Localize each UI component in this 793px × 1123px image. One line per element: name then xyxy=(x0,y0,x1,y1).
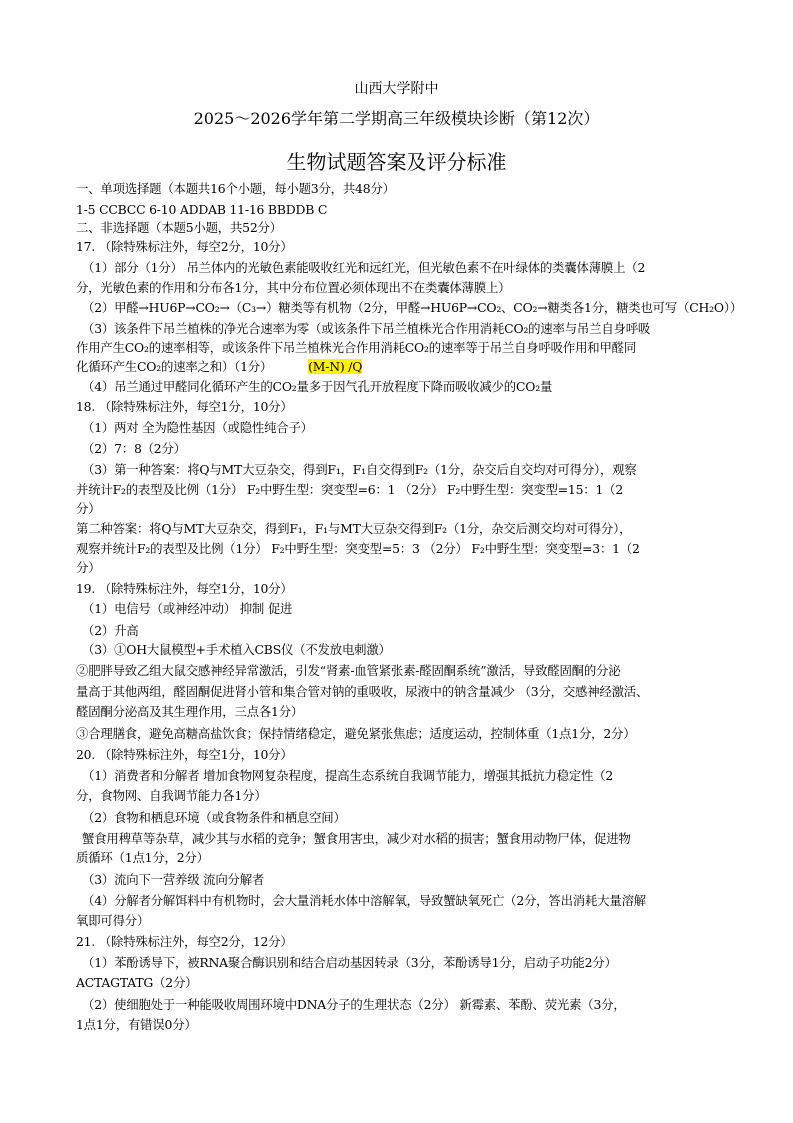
answer-line: （2）升高 xyxy=(82,623,139,638)
answer-line: （1）苯酚诱导下，被RNA聚合酶识别和结合启动基因转录（3分，苯酚诱导1分，启动子功能2分） xyxy=(82,955,617,970)
school-name: 山西大学附中 xyxy=(354,81,439,97)
answer-line: （2）7：8（2分） xyxy=(82,441,186,456)
answer-line: 分，光敏色素的作用和分布各1分，其中分布位置必须体现出不在类囊体薄膜上） xyxy=(76,280,511,295)
question-heading: 21. （除特殊标注外，每空2分，12分） xyxy=(76,934,293,949)
answer-line: （2）食物和栖息环境（或食物条件和栖息空间） xyxy=(82,810,346,825)
answer-line: 第二种答案：将Q与MT大豆杂交，得到F₁，F₁与MT大豆杂交得到F₂（1分，杂交后测交均对可得分）， xyxy=(76,521,632,536)
question-heading: 20. （除特殊标注外，每空1分，10分） xyxy=(76,747,293,762)
question-heading: 17. （除特殊标注外，每空2分，10分） xyxy=(76,239,293,254)
answer-line: 分，食物网、自我调节能力各1分） xyxy=(76,788,267,803)
answer-line: 量高于其他两组，醛固酮促进肾小管和集合管对钠的重吸收，尿液中的钠含量减少 （3分，交感神经激活、 xyxy=(76,684,649,699)
answer-line: （2）甲醛→HU6P→CO₂→（C₃→）糖类等有机物（2分，甲醛→HU6P→CO₂、CO₂→糖类各1分，糖类也可写（CH₂O）） xyxy=(82,300,743,315)
section-heading: 一、单项选择题（本题共16个小题，每小题3分，共48分） xyxy=(76,181,395,196)
answer-line: （1）电信号（或神经冲动） 抑制 促进 xyxy=(82,601,293,616)
answer-line: 观察并统计F₂的表型及比例（1分） F₂中野生型：突变型=5：3 （2分） F₂中野生型：突变型=3：1（2 xyxy=(76,541,640,556)
question-heading: 19. （除特殊标注外，每空1分，10分） xyxy=(76,581,293,596)
answer-line: （4）分解者分解饵料中有机物时，会大量消耗水体中溶解氧，导致蟹缺氧死亡（2分，答出消耗大量溶解 xyxy=(82,893,646,908)
answer-line: ACTAGTATG（2分） xyxy=(76,975,198,990)
question-heading: 18. （除特殊标注外，每空1分，10分） xyxy=(76,399,293,414)
answer-line: ③合理膳食，避免高糖高盐饮食；保持情绪稳定，避免紧张焦虑；适度运动，控制体重（1点1分，2分） xyxy=(76,726,636,741)
answer-line: （1）部分（1分） 吊兰体内的光敏色素能吸收红光和远红光，但光敏色素不在叶绿体的类囊体薄膜上（2 xyxy=(82,260,646,275)
answer-line: （3）流向下一营养级 流向分解者 xyxy=(82,872,265,887)
exam-title: 2025～2026学年第二学期高三年级模块诊断（第12次） xyxy=(193,109,600,128)
answer-line: 并统计F₂的表型及比例（1分） F₂中野生型：突变型=6：1 （2分） F₂中野生型：突变型=15：1（2 xyxy=(76,482,624,497)
choice-answers: 1-5 CCBCC 6-10 ADDAB 11-16 BBDDB C xyxy=(76,202,328,217)
answer-line: 分） xyxy=(76,501,101,516)
answer-line: （3）第一种答案：将Q与MT大豆杂交，得到F₁，F₁自交得到F₂（1分，杂交后自交均对可得分），观察 xyxy=(82,462,637,477)
answer-line: （1）消费者和分解者 增加食物网复杂程度，提高生态系统自我调节能力，增强其抵抗力稳定性（2 xyxy=(82,768,614,783)
answer-line: 质循环（1点1分，2分） xyxy=(76,850,209,865)
answer-line: 蟹食用稗草等杂草，减少其与水稻的竞争；蟹食用害虫，减少对水稻的损害；蟹食用动物尸体，促进物 xyxy=(82,831,631,846)
answer-line: （3）该条件下吊兰植株的净光合速率为零（或该条件下吊兰植株光合作用消耗CO₂的速率与吊兰自身呼吸 xyxy=(82,321,651,336)
document-title: 生物试题答案及评分标准 xyxy=(286,150,507,174)
highlighted-formula: (M-N) /Q xyxy=(308,359,363,374)
answer-line: （3）①OH大鼠模型+手术植入CBS仪（不发放电刺激） xyxy=(82,642,391,657)
answer-line: 分） xyxy=(76,560,101,575)
answer-line: 化循环产生CO₂的速率之和）（1分） (M-N) /Q xyxy=(76,359,363,374)
section-heading: 二、非选择题（本题5小题，共52分） xyxy=(76,220,282,235)
answer-line: ②肥胖导致乙组大鼠交感神经异常激活，引发“肾素-血管紧张素-醛固酮系统”激活，导致醛固酮的分泌 xyxy=(76,663,621,678)
answer-line: 1点1分，有错误0分） xyxy=(76,1017,197,1032)
answer-line: 作用产生CO₂的速率相等，或该条件下吊兰植株光合作用消耗CO₂的速率等于吊兰自身呼吸作用和甲醛同 xyxy=(76,340,637,355)
answer-line: （1）两对 全为隐性基因（或隐性纯合子） xyxy=(82,420,313,435)
answer-line: （4）吊兰通过甲醛同化循环产生的CO₂量多于因气孔开放程度下降而吸收减少的CO₂量 xyxy=(82,379,553,394)
answer-line: 氧即可得分） xyxy=(76,913,150,928)
answer-line: （2）使细胞处于一种能吸收周围环境中DNA分子的生理状态（2分） 新霉素、苯酚、荧光素（3分， xyxy=(82,997,626,1012)
answer-line: 醛固酮分泌高及其生理作用，三点各1分） xyxy=(76,704,304,719)
